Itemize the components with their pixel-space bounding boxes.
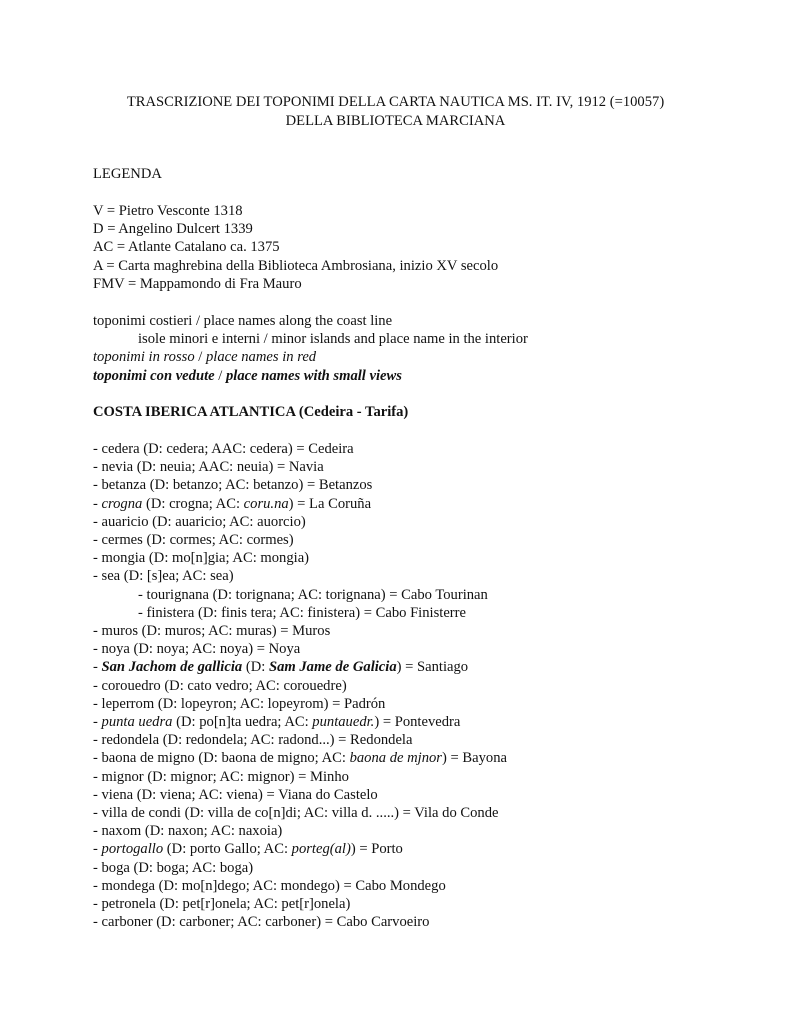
document-title — [0, 93, 791, 130]
list-item: - leperrom (D: lopeyron; AC: lopeyrom) = Padrón — [93, 695, 386, 712]
note-coastal: toponimi costieri / place names along the coast line — [93, 313, 393, 329]
list-item — [93, 713, 763, 731]
list-item: - redondela (D: redondela; AC: radond...) = Redondela — [93, 732, 413, 749]
entry-red-name: coru.na — [243, 495, 289, 512]
list-item — [93, 840, 763, 858]
title-line-1: TRASCRIZIONE DEI TOPONIMI DELLA CARTA NAUTICA MS. IT. IV, 1912 (=10057) — [126, 94, 665, 110]
entry-text: ) = Pontevedra — [374, 714, 461, 731]
note-interior: isole minori e interni / minor islands and place name in the interior — [138, 331, 528, 348]
list-item: - carboner (D: carboner; AC: carboner) = Cabo Carvoeiro — [93, 914, 430, 931]
note-red-sep: / — [194, 349, 206, 366]
legend-item: D = Angelino Dulcert 1339 — [93, 221, 253, 238]
note-views-en: place names with small views — [225, 367, 402, 384]
list-item: - mongia (D: mo[n]gia; AC: mongia) — [93, 550, 310, 567]
legend-heading: LEGENDA — [93, 166, 162, 182]
entry-text: ) = La Coruña — [288, 495, 372, 512]
list-item — [93, 495, 763, 513]
toponym-list — [93, 440, 763, 931]
entry-red-name: porteg(al) — [291, 841, 351, 858]
list-item: - mondega (D: mo[n]dego; AC: mondego) = Cabo Mondego — [93, 877, 446, 894]
list-item — [93, 658, 763, 676]
entry-red-name: portogallo — [101, 841, 164, 858]
list-item: - petronela (D: pet[r]onela; AC: pet[r]onela) — [93, 896, 351, 913]
entry-text: - — [93, 495, 102, 512]
list-item: - betanza (D: betanzo; AC: betanzo) = Betanzos — [93, 477, 373, 494]
entry-red-name: punta uedra — [101, 714, 173, 731]
list-item — [93, 749, 763, 767]
list-item: - villa de condi (D: villa de co[n]di; AC: villa d. .....) = Vila do Conde — [93, 805, 499, 822]
entry-text: (D: — [242, 659, 269, 676]
note-red-en: place names in red — [206, 349, 317, 366]
list-item: - sea (D: [s]ea; AC: sea) — [93, 568, 234, 585]
list-item: - muros (D: muros; AC: muras) = Muros — [93, 623, 331, 640]
note-red-it: toponimi in rosso — [93, 349, 195, 366]
legend-item: V = Pietro Vesconte 1318 — [93, 203, 243, 219]
list-item: - nevia (D: neuia; AAC: neuia) = Navia — [93, 459, 324, 476]
entry-text: (D: porto Gallo; AC: — [163, 841, 292, 858]
list-item: - auaricio (D: auaricio; AC: auorcio) — [93, 513, 306, 530]
legend-list — [93, 202, 763, 293]
entry-text: ) = Santiago — [396, 659, 469, 676]
list-item: - cedera (D: cedera; AAC: cedera) = Cedeira — [93, 441, 354, 457]
notation-notes — [93, 312, 763, 385]
entry-red-name: crogna — [101, 495, 143, 512]
list-item: - tourignana (D: torignana; AC: torignana) = Cabo Tourinan — [138, 586, 488, 603]
legend-item: AC = Atlante Catalano ca. 1375 — [93, 239, 280, 256]
entry-text: - baona de migno (D: baona de migno; AC: — [93, 750, 350, 767]
entry-red-name: baona de mjnor — [349, 750, 442, 767]
section-heading: COSTA IBERICA ATLANTICA (Cedeira - Tarifa) — [93, 404, 409, 420]
note-views-it: toponimi con vedute — [93, 367, 215, 384]
entry-text: ) = Porto — [350, 841, 403, 858]
list-item: - cermes (D: cormes; AC: cormes) — [93, 532, 294, 549]
note-views — [93, 367, 763, 385]
list-item: - viena (D: viena; AC: viena) = Viana do Castelo — [93, 786, 378, 803]
list-item: - noya (D: noya; AC: noya) = Noya — [93, 641, 301, 658]
list-item: - corouedro (D: cato vedro; AC: corouedre) — [93, 677, 347, 694]
entry-view-name: San Jachom de gallicia — [101, 659, 243, 676]
entry-text: (D: po[n]ta uedra; AC: — [172, 714, 313, 731]
note-red — [93, 348, 763, 366]
entry-text: - — [93, 714, 102, 731]
entry-view-name: Sam Jame de Galicia — [268, 659, 397, 676]
list-item: - finistera (D: finis tera; AC: finistera) = Cabo Finisterre — [138, 604, 466, 621]
entry-text: - — [93, 659, 102, 676]
entry-text: - — [93, 841, 102, 858]
entry-text: (D: crogna; AC: — [142, 495, 244, 512]
list-item: - mignor (D: mignor; AC: mignor) = Minho — [93, 768, 349, 785]
legend-item: FMV = Mappamondo di Fra Mauro — [93, 275, 302, 292]
list-item: - naxom (D: naxon; AC: naxoia) — [93, 823, 283, 840]
list-item: - boga (D: boga; AC: boga) — [93, 859, 254, 876]
legend-heading-block — [93, 165, 763, 183]
entry-text: ) = Bayona — [442, 750, 507, 767]
note-views-sep: / — [214, 367, 226, 384]
title-line-2: DELLA BIBLIOTECA MARCIANA — [285, 112, 506, 129]
legend-item: A = Carta maghrebina della Biblioteca Ambrosiana, inizio XV secolo — [93, 257, 499, 274]
section-heading-block — [93, 403, 763, 421]
entry-red-name: puntauedr. — [312, 714, 375, 731]
